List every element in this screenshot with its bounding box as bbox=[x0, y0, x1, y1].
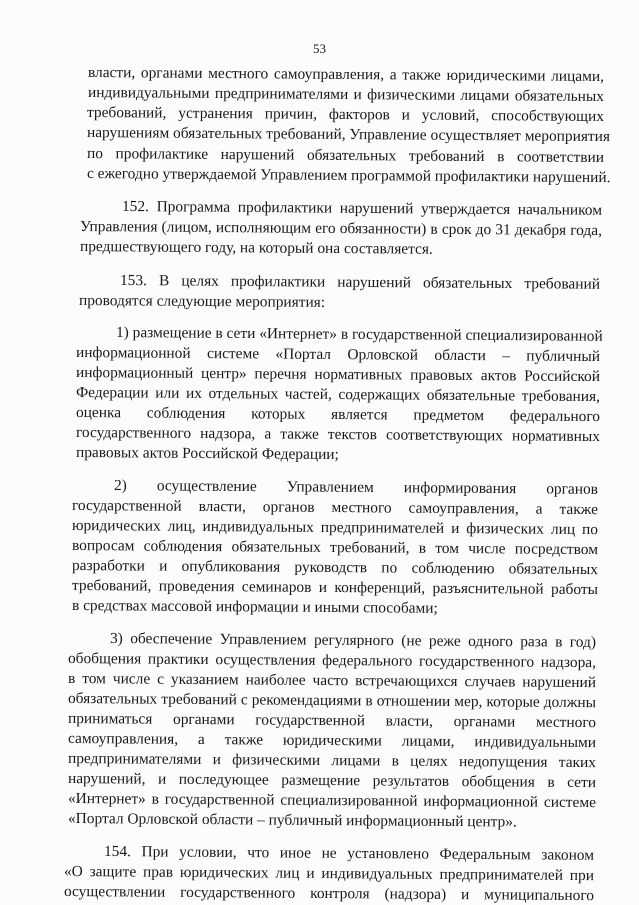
text-line: Федерации или их отдельных частей, содержащих обязательные требования, bbox=[75, 384, 601, 406]
text-line: информационный центр» перечня нормативных правовых актов Российской bbox=[75, 364, 601, 386]
text-line: обязательных требований с рекомендациями в отношении мер, которые должны bbox=[67, 690, 597, 712]
text-line: Управления (лицом, исполняющим его обязанности) в срок до 31 декабря года, bbox=[79, 218, 603, 240]
text-line: «Интернет» в государственной специализированной информационной системе bbox=[67, 790, 597, 812]
text-line: требований, устранения причин, факторов и условий, способствующих bbox=[86, 104, 605, 126]
page-number: 53 bbox=[313, 41, 326, 56]
text-line: предпринимателями и физическими лицами в целях недопущения таких bbox=[67, 750, 597, 772]
text-line: власти, органами местного самоуправления, а также юридическими лицами, bbox=[87, 64, 605, 86]
text-line: проводятся следующие мероприятия: bbox=[78, 292, 326, 311]
text-line: по профилактике нарушений обязательных требований в соответствии bbox=[86, 145, 605, 167]
text-line: «Портал Орловской области – публичный информационный центр». bbox=[67, 810, 517, 831]
text-line: в том числе с указанием наиболее часто встречающихся случаев нарушений bbox=[67, 670, 597, 692]
text-line: с ежегодно утверждаемой Управлением программой профилактики нарушений. bbox=[86, 165, 611, 187]
text-line: 154. При условии, что иное не установлено Федеральным законом bbox=[103, 843, 595, 864]
text-line: вопросам соблюдения обязательных требований, в том числе посредством bbox=[71, 537, 599, 559]
text-line: государственной власти, органов местного самоуправления, а также bbox=[71, 497, 599, 519]
text-line: 152. Программа профилактики нарушений утверждается начальником bbox=[121, 198, 603, 219]
text-line: информационной системе «Портал Орловской области – публичный bbox=[75, 344, 601, 366]
text-line: 2) осуществление Управлением информирования органов bbox=[113, 477, 599, 498]
text-line: правовых актов Российской Федерации; bbox=[75, 444, 339, 464]
text-line: 3) обеспечение Управлением регулярного (не реже одного раза в год) bbox=[109, 630, 597, 651]
text-line: оценка соблюдения которых является предметом федерального bbox=[75, 404, 601, 426]
text-line: нарушениям обязательных требований, Управление осуществляет мероприятия bbox=[86, 124, 611, 146]
text-line: индивидуальными предпринимателями и физическими лицами обязательных bbox=[87, 84, 605, 106]
text-line: разработки и опубликования руководств по соблюдению обязательных bbox=[71, 557, 599, 579]
text-line: осуществлении государственного контроля (надзора) и муниципального bbox=[63, 883, 595, 905]
text-line: нарушений, и последующее размещение результатов обобщения в сети bbox=[67, 770, 597, 792]
text-line: требований, проведения семинаров и конференций, разъяснительной работы bbox=[71, 577, 599, 599]
text-line: «О защите прав юридических лиц и индивидуальных предпринимателей при bbox=[63, 863, 595, 885]
text-line: самоуправления, а также юридическими лицами, индивидуальными bbox=[67, 730, 597, 752]
text-line: в средствах массовой информации и иными способами; bbox=[71, 597, 438, 617]
text-line: 153. В целях профилактики нарушений обязательных требований bbox=[119, 272, 601, 293]
text-line: предшествующего году, на который она составляется. bbox=[79, 238, 433, 258]
text-line: юридических лиц, индивидуальных предпринимателей и физических лиц по bbox=[71, 517, 599, 539]
text-line: приниматься органами государственной власти, органами местного bbox=[67, 710, 597, 732]
text-line: обобщения практики осуществления федерального государственного надзора, bbox=[67, 650, 597, 672]
text-line: 1) размещение в сети «Интернет» в государственной специализированной bbox=[115, 324, 603, 345]
text-line: государственного надзора, а также текстов соответствующих нормативных bbox=[75, 424, 601, 446]
